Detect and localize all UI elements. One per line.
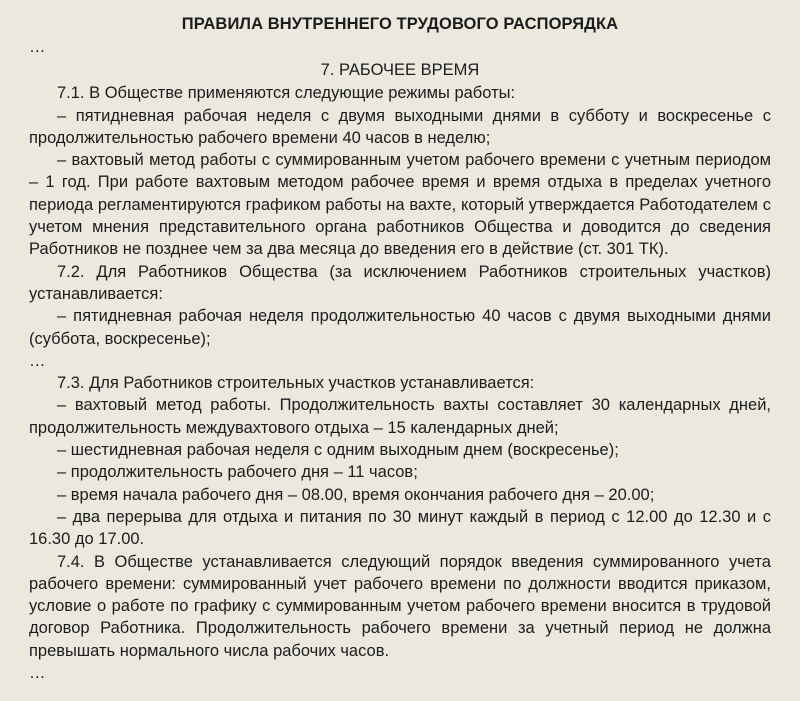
omission-mark: … [29,351,46,370]
paragraph-7-3: 7.3. Для Работников строительных участков устанавливается: [57,374,535,393]
list-item-workday-length: – продолжительность рабочего дня – 11 часов; [57,463,418,482]
omission-mark: … [29,664,46,683]
list-item-five-day-week: – пятидневная рабочая неделя с двумя выходными днями в субботу и воскресенье с продолжительностью рабочего времени 40 часов в неделю; [29,106,771,147]
paragraph-7-4: 7.4. В Обществе устанавливается следующий порядок введения суммированного учета рабочего времени: суммированный учет рабочего времени по должности вводится приказом, условие о работе по графику с суммированным учетом рабочего времени вносится в трудовой договор Работника. Продолжительность рабочего времени за учетный период не должна превышать нормального числа рабочих часов. [29,552,771,660]
document-title: ПРАВИЛА ВНУТРЕННЕГО ТРУДОВОГО РАСПОРЯДКА [181,15,619,33]
paragraph-7-2: 7.2. Для Работников Общества (за исключением Работников строительных участков) устанавливается: [29,262,771,303]
list-item-breaks: – два перерыва для отдыха и питания по 30 минут каждый в период с 12.00 до 12.30 и с 16.30 до 17.00. [29,507,771,549]
list-item-five-day-week-40h: – пятидневная рабочая неделя продолжительностью 40 часов с двумя выходными днями (суббота, воскресенье); [29,307,771,348]
list-item-shift-duration: – вахтовый метод работы. Продолжительность вахты составляет 30 календарных дней, продолжительность междувахтового отдыха – 15 календарных дней; [29,396,771,437]
paragraph-7-1: 7.1. В Обществе применяются следующие режимы работы: [57,84,516,103]
list-item-workday-hours: – время начала рабочего дня – 08.00, время окончания рабочего дня – 20.00; [57,485,655,504]
omission-mark: … [29,38,46,56]
list-item-shift-method: – вахтовый метод работы с суммированным учетом рабочего времени с учетным периодом – 1 год. При работе вахтовым методом рабочее время и время отдыха в пределах учетного периода регламентируются графиком работы на вахте, который утверждается Работодателем с учетом мнения представительного органа работников Общества и доводится до сведения Работников не позднее чем за два месяца до введения его в действие (ст. 301 ТК). [29,151,771,259]
list-item-six-day-week: – шестидневная рабочая неделя с одним выходным днем (воскресенье); [57,441,619,460]
section-heading: 7. РАБОЧЕЕ ВРЕМЯ [320,61,480,80]
